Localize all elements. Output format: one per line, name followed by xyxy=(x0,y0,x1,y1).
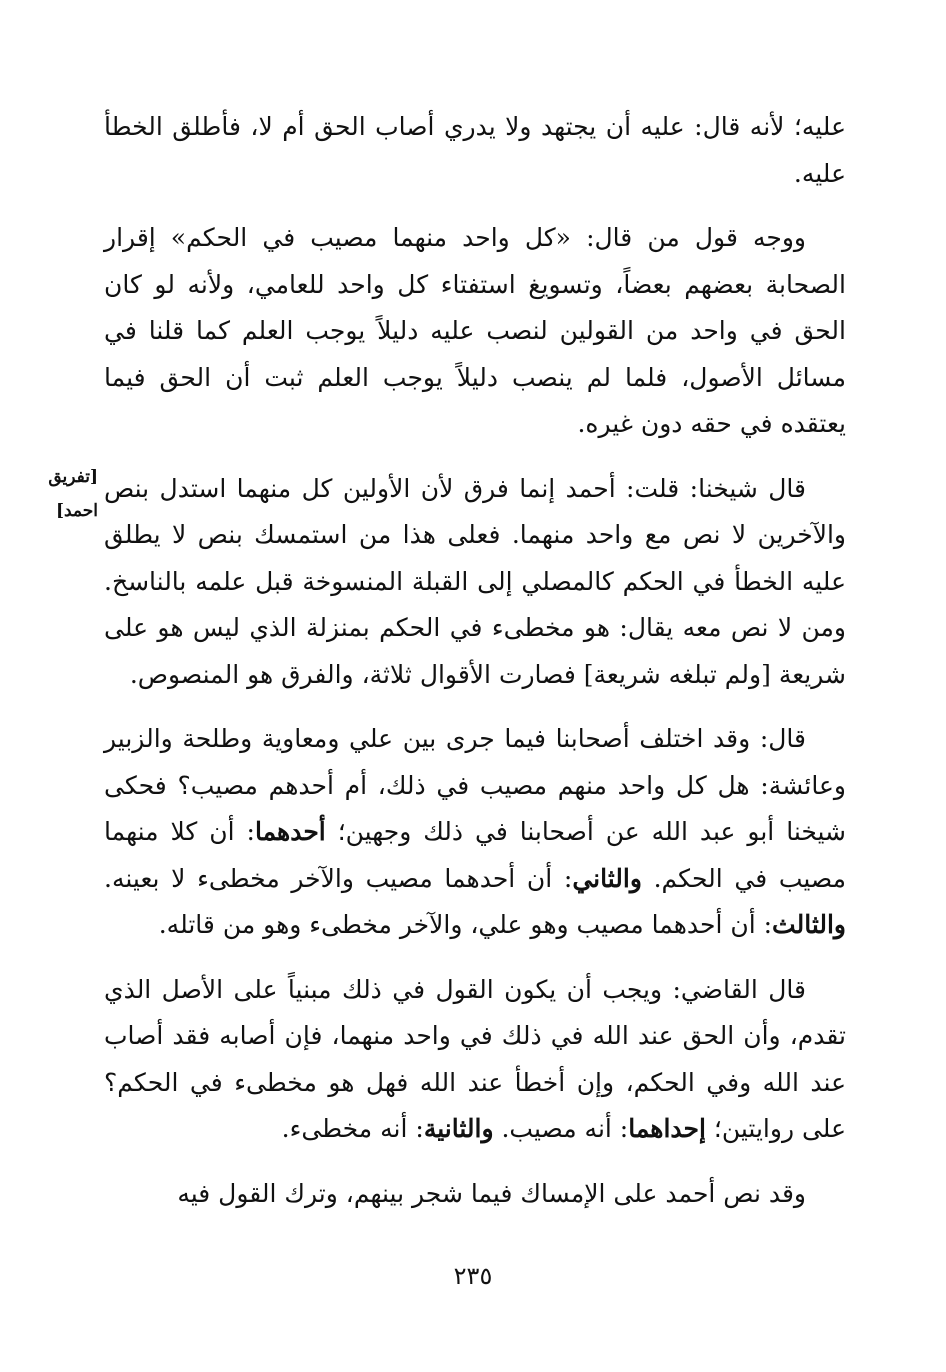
bold-term: والثانية xyxy=(423,1114,494,1143)
text-run: عليه؛ لأنه قال: عليه أن يجتهد ولا يدري أصاب الحق أم لا، فأطلق الخطأ عليه. xyxy=(104,112,846,188)
text-run: قال شيخنا: قلت: أحمد إنما فرق لأن الأولين كل منهما استدل بنص والآخرين لا نص مع واحد منهما. فعلى هذا من استمسك بنص لا يطلق عليه الخطأ في الحكم كالمصلي إلى القبلة المنسوخة قبل علمه بالناسخ. ومن لا نص معه يقال: هو مخطىء في الحكم بمنزلة الذي ليس هو على شريعة [ولم تبلغه شريعة] فصارت الأقوال ثلاثة، والفرق هو المنصوص. xyxy=(104,473,846,689)
text-run: قال القاضي: ويجب أن يكون القول في ذلك مبنياً على الأصل الذي تقدم، وأن الحق عند الله في ذلك في واحد منهما، فإن أصابه فقد أصاب عند الله وفي الحكم، وإن أخطأ عند الله فهل هو مخطىء في الحكم؟ على روايتين؛ xyxy=(104,974,846,1143)
paragraph xyxy=(104,104,846,197)
text-run: وقد نص أحمد على الإمساك فيما شجر بينهم، وترك القول فيه xyxy=(177,1178,806,1208)
body-text xyxy=(104,104,846,1235)
margin-note: [تفريق احمد] xyxy=(48,467,98,521)
page-number: ٢٣٥ xyxy=(453,1262,493,1290)
bold-term: والثاني xyxy=(572,863,642,893)
text-run: : أنه مخطىء. xyxy=(281,1114,424,1143)
paragraph xyxy=(104,1171,846,1218)
paragraph xyxy=(104,716,846,949)
bold-term: والثالث xyxy=(772,910,846,939)
paragraph xyxy=(104,967,846,1153)
text-run: : أنه مصيب. xyxy=(493,1114,629,1143)
text-run: : أن أحدهما مصيب وهو علي، والآخر مخطىء وهو من قاتله. xyxy=(158,910,773,939)
text-run: : أن أحدهما مصيب والآخر مخطىء لا بعينه. xyxy=(104,863,573,893)
text-run: : أن كلا منهما مصيب في الحكم. xyxy=(104,817,846,893)
text-run: ووجه قول من قال: «كل واحد منهما مصيب في الحكم» إقرار الصحابة بعضهم بعضاً، وتسويغ استفتاء كل واحد للعامي، ولأنه لو كان الحق في واحد من القولين لنصب عليه دليلاً يوجب العلم كما قلنا في مسائل الأصول، فلما لم ينصب دليلاً يوجب العلم ثبت أن الحق فيما يعتقده في حقه دون غيره. xyxy=(104,223,846,438)
bold-term: أحدهما xyxy=(254,817,326,846)
text-run: قال: وقد اختلف أصحابنا فيما جرى بين علي ومعاوية وطلحة والزبير وعائشة: هل كل واحد منهم مصيب في ذلك، أم أحدهم مصيب؟ فحكى شيخنا أبو عبد الله عن أصحابنا في ذلك وجهين؛ xyxy=(104,724,846,846)
bold-term: إحداهما xyxy=(628,1114,706,1143)
paragraph xyxy=(104,215,846,448)
paragraph xyxy=(104,466,846,699)
